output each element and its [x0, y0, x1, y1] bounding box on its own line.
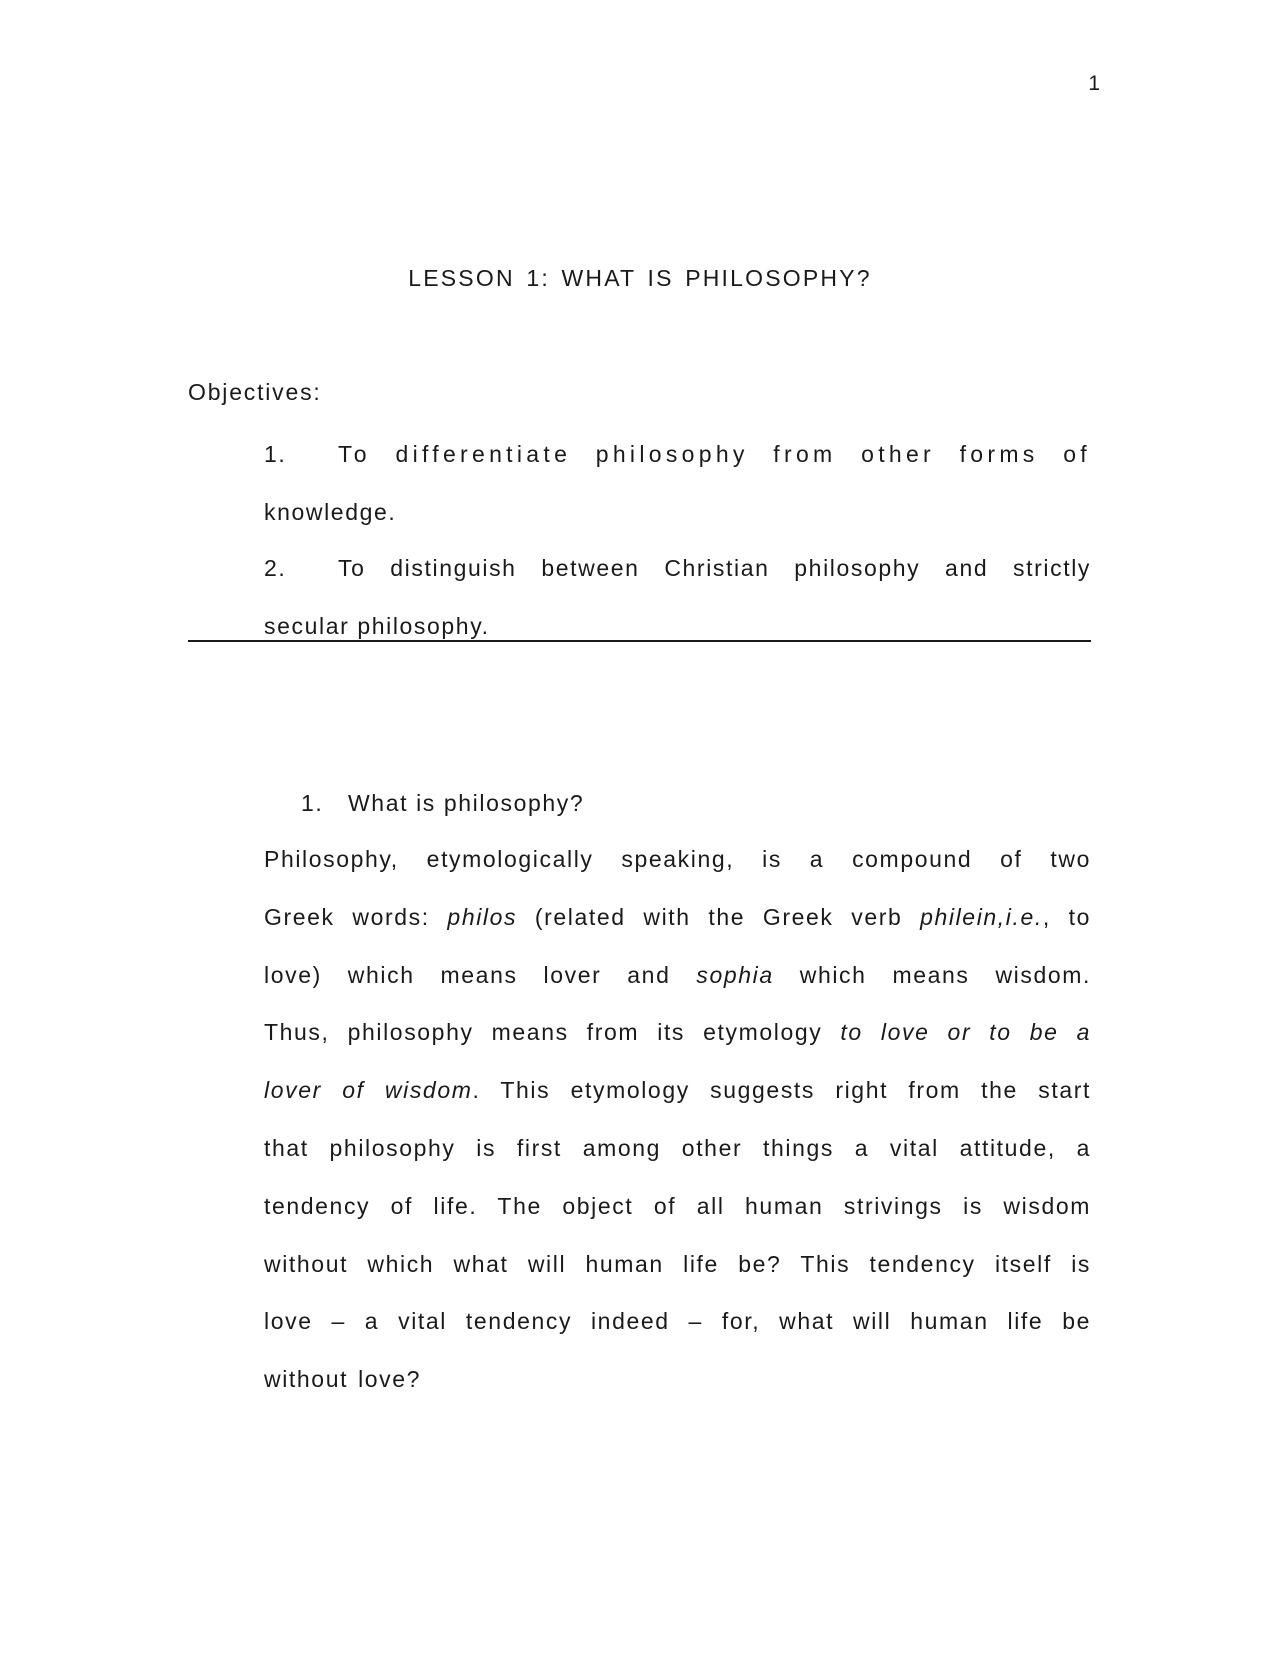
italic-term: philos — [447, 903, 518, 930]
objective-item — [264, 425, 1091, 541]
text-run: . This etymology suggests right from the start — [472, 1077, 1091, 1104]
lesson-title: LESSON 1: WHAT IS PHILOSOPHY? — [408, 265, 872, 291]
text-run: Greek words: — [264, 903, 448, 930]
text-run: Thus, philosophy means from its etymology — [264, 1019, 841, 1046]
italic-term: philein,i.e. — [920, 903, 1043, 930]
objective-text-line: To differentiate philosophy from other forms of — [338, 441, 1091, 467]
page-number: 1 — [1088, 72, 1100, 95]
italic-term: to love or to be a — [840, 1019, 1091, 1046]
paragraph-line — [264, 1004, 1091, 1062]
paragraph-line: tendency of life. The object of all human strivings is wisdom — [264, 1192, 1091, 1219]
objectives-label: Objectives: — [188, 379, 322, 405]
italic-term: sophia — [696, 961, 774, 988]
objective-text-line: knowledge. — [264, 499, 397, 525]
objective-number: 1. — [264, 441, 287, 467]
paragraph-line: without which what will human life be? This tendency itself is — [264, 1250, 1091, 1277]
objective-text-line: secular philosophy. — [264, 613, 490, 639]
paragraph-line: without love? — [264, 1366, 422, 1393]
paragraph-line — [264, 1062, 1091, 1120]
horizontal-rule — [188, 640, 1091, 642]
paragraph-line: Philosophy, etymologically speaking, is a compound of two — [264, 846, 1091, 872]
paragraph-line — [264, 947, 1091, 1005]
paragraph-line: that philosophy is first among other things a vital attitude, a — [264, 1134, 1091, 1161]
section-heading-text: What is philosophy? — [348, 790, 585, 816]
objective-item — [264, 539, 1091, 655]
objective-number: 2. — [264, 555, 287, 581]
section-heading — [301, 790, 584, 817]
text-run: which means wisdom. — [773, 961, 1091, 988]
italic-term: lover of wisdom — [264, 1077, 473, 1104]
section-number: 1. — [301, 790, 324, 816]
paragraph-line: love – a vital tendency indeed – for, what will human life be — [264, 1308, 1091, 1335]
objective-text-line: To distinguish between Christian philosophy and strictly — [338, 555, 1091, 581]
paragraph-line — [264, 889, 1091, 947]
text-run: love) which means lover and — [264, 961, 697, 988]
text-run: , to — [1042, 903, 1091, 930]
text-run: (related with the Greek verb — [517, 903, 921, 930]
body-paragraph — [264, 831, 1091, 1409]
